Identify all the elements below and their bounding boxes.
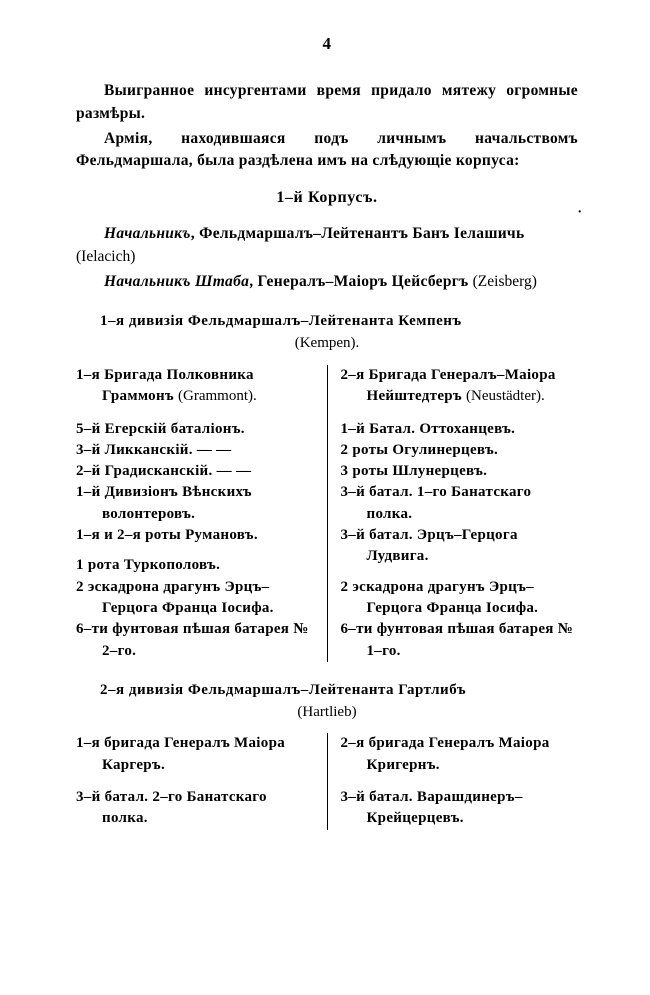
division-2-brigades-table	[76, 733, 578, 829]
division-heading-1-line: 1–я дивизія Фельдмаршалъ–Лейтенанта Кемпенъ	[100, 313, 462, 330]
leader-latin-chief-of-staff: (Zeisberg)	[472, 272, 537, 290]
list-item: 2 эскадрона драгунъ Эрцъ–Герцога Франца Іосифа.	[76, 578, 274, 616]
list-item: 3–й батал. 2–го Банатскаго полка.	[76, 788, 267, 827]
list-item: 3–й Ликканскій. — —	[76, 441, 232, 458]
list-item: 2–й Градисканскій. — —	[76, 463, 252, 480]
list-item: 1–я бригада Генералъ Маіора Каргеръ.	[76, 735, 286, 773]
leader-role-chief-of-staff: Начальникъ Штаба	[104, 272, 250, 290]
leader-latin-commander: (Ielacich)	[76, 247, 136, 265]
list-item: 2–я бригада Генералъ Маіора Кригернъ.	[340, 735, 550, 773]
list-item	[341, 365, 579, 408]
list-item: 1–й Батал. Оттоханцевъ.	[340, 420, 516, 437]
list-item: 6–ти фунтовая пѣшая батарея № 1–го.	[340, 621, 574, 659]
unit-text: 1–я Бригада Полковника Граммонъ	[76, 366, 254, 405]
list-item: 6–ти фунтовая пѣшая батарея № 2–го.	[76, 621, 309, 659]
division-2-left-column	[76, 733, 327, 829]
division-1-left-column	[76, 365, 327, 662]
division-1-right-column	[327, 365, 578, 662]
division-heading-1-latin: (Kempen).	[294, 335, 360, 352]
list-item: 1–я и 2–я роты Румановъ.	[76, 527, 258, 544]
list-item: 1–й Дивизіонъ Вѣнскихъ волонтеровъ.	[76, 484, 252, 522]
division-1-brigades-table	[76, 365, 578, 662]
leader-text-commander: , Фельдмаршалъ–Лейтенантъ Банъ Іелашичь	[190, 225, 525, 243]
list-item: 3–й батал. 1–го Банатскаго полка.	[340, 484, 532, 522]
division-heading-2	[76, 680, 578, 724]
list-item: 2 роты Огулинерцевъ.	[340, 441, 499, 458]
unit-latin: (Grammont).	[178, 388, 257, 405]
table-row	[76, 733, 578, 829]
leader-commander	[76, 223, 578, 269]
unit-latin: (Neustädter).	[466, 388, 545, 405]
paragraph-1: Выигранное инсургентами время придало мятежу огромные размѣры.	[76, 82, 578, 122]
margin-mark: ·	[577, 205, 582, 220]
leader-chief-of-staff	[76, 271, 578, 294]
division-heading-2-line: 2–я дивизія Фельдмаршалъ–Лейтенанта Гартлибъ	[100, 681, 467, 698]
table-row	[76, 365, 578, 662]
leader-text-chief-of-staff: , Генералъ–Маіоръ Цейсбергъ	[249, 272, 473, 290]
leader-role-commander: Начальникъ	[104, 225, 191, 243]
page-number: 4	[322, 34, 332, 53]
list-item: 2 эскадрона драгунъ Эрцъ–Герцога Франца Іосифа.	[340, 578, 539, 616]
list-item: 3–й батал. Эрцъ–Герцога Лудвига.	[340, 527, 518, 565]
division-heading-1	[76, 311, 578, 355]
list-item: 3 роты Шлунерцевъ.	[340, 463, 488, 480]
list-item: 5–й Егерскій баталіонъ.	[76, 420, 245, 437]
corps-title: 1–й Корпусъ.	[276, 189, 378, 207]
unit-text: 2–я Бригада Генералъ–Маіора Нейштедтеръ	[340, 366, 556, 405]
list-item	[76, 365, 314, 408]
list-item: 1 рота Туркополовъ.	[76, 557, 221, 574]
division-2-right-column	[327, 733, 578, 829]
paragraph-2: Армія, находившаяся подъ личнымъ начальствомъ Фельдмаршала, была раздѣлена имъ на слѣдующіе корпуса:	[76, 129, 578, 170]
division-heading-2-latin: (Hartlieb)	[297, 703, 357, 720]
list-item: 3–й батал. Варашдинеръ–Крейцерцевъ.	[340, 788, 523, 827]
